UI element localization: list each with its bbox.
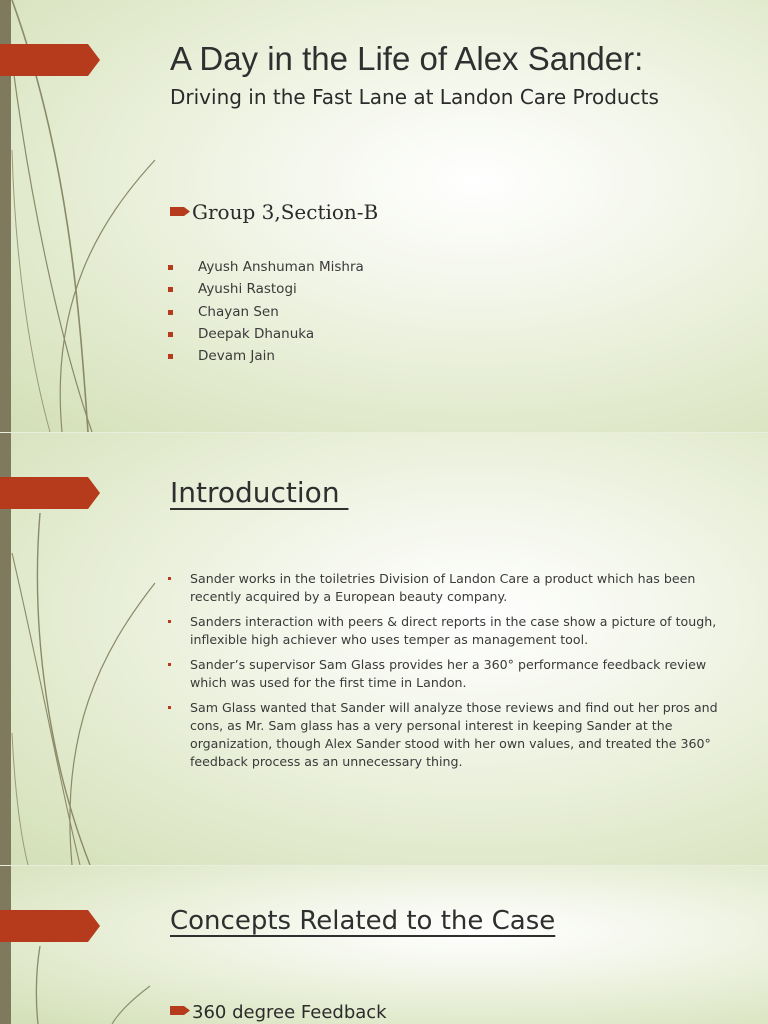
slide-title (0, 0, 768, 432)
list-item (168, 281, 364, 303)
bullet-icon (168, 577, 171, 580)
member-list (168, 259, 364, 370)
list-item (168, 570, 723, 606)
slide-title-text: A Day in the Life of Alex Sander: (170, 40, 644, 77)
list-item (168, 326, 364, 348)
square-bullet-icon (168, 265, 173, 270)
square-bullet-icon (168, 354, 173, 359)
arrow-bullet-icon (170, 1006, 190, 1015)
bullet-text: Sanders interaction with peers & direct reports in the case show a picture of tough, inflexible high achiever who uses temper as management tool. (190, 614, 717, 647)
section-title: Concepts Related to the Case (170, 906, 556, 936)
bullet-icon (168, 663, 171, 666)
slide-introduction (0, 433, 768, 865)
concept-point-text: 360 degree Feedback (192, 1002, 387, 1023)
slide-subtitle: Driving in the Fast Lane at Landon Care Products (170, 85, 659, 109)
member-name: Ayushi Rastogi (198, 281, 297, 298)
square-bullet-icon (168, 310, 173, 315)
list-item (168, 613, 723, 649)
list-item (168, 304, 364, 326)
bullet-text: Sam Glass wanted that Sander will analyze those reviews and find out her pros and cons, as Mr. Sam glass has a very personal interest in keeping Sander at the organization, though Alex Sander stood with her own values, and treated the 360° feedback process as an unnecessary thing. (190, 700, 718, 769)
bullet-icon (168, 706, 171, 709)
square-bullet-icon (168, 332, 173, 337)
member-name: Chayan Sen (198, 303, 279, 320)
member-name: Devam Jain (198, 348, 275, 365)
concept-point (170, 1002, 387, 1023)
member-name: Ayush Anshuman Mishra (198, 259, 364, 275)
decorative-curves (0, 866, 160, 1024)
list-item (168, 656, 723, 692)
list-item (168, 259, 364, 281)
title-arrow-marker (0, 477, 100, 509)
member-name: Deepak Dhanuka (198, 325, 315, 342)
group-heading (170, 200, 378, 224)
slide-concepts (0, 866, 768, 1024)
title-arrow-marker (0, 44, 100, 76)
list-item (168, 348, 364, 370)
section-title: Introduction (170, 476, 349, 509)
bullet-text: Sander works in the toiletries Division of Landon Care a product which has been recently acquired by a European beauty company. (190, 571, 696, 604)
square-bullet-icon (168, 287, 173, 292)
title-arrow-marker (0, 910, 100, 942)
bullet-text: Sander’s supervisor Sam Glass provides her a 360° performance feedback review which was used for the first time in Landon. (190, 657, 707, 690)
list-item (168, 699, 723, 771)
group-heading-text: Group 3,Section-B (192, 200, 379, 224)
bullet-icon (168, 620, 171, 623)
intro-bullet-list (168, 570, 723, 778)
arrow-bullet-icon (170, 207, 190, 216)
